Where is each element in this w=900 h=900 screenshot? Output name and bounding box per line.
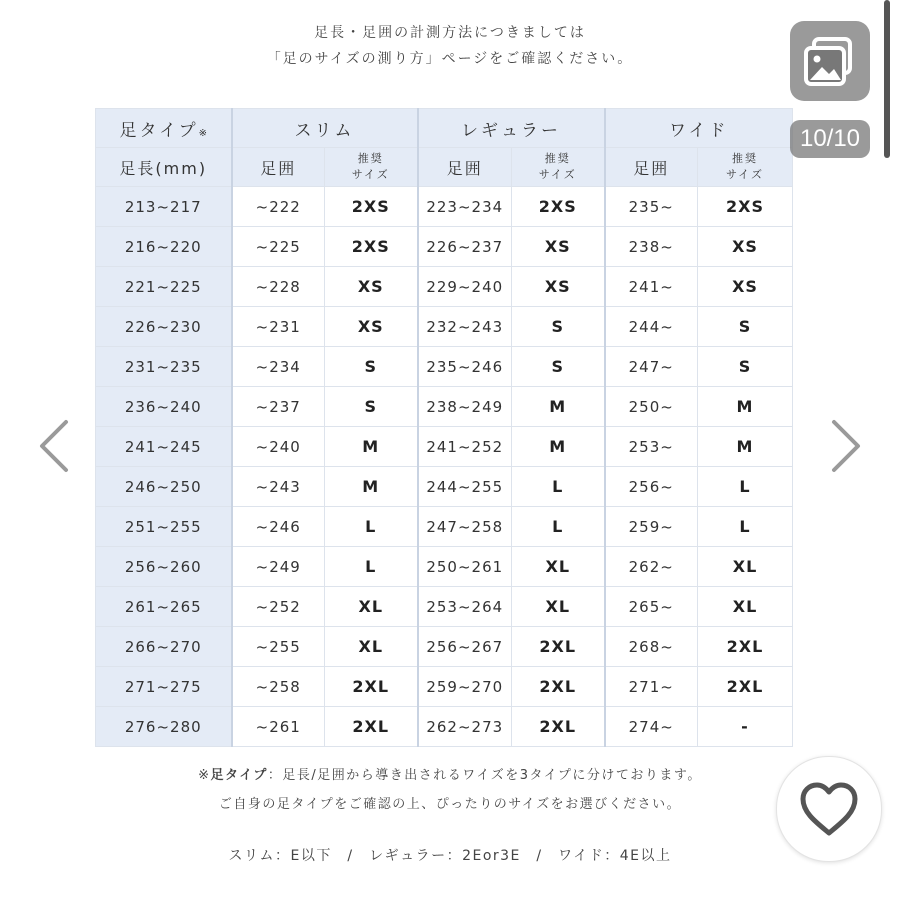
size-wide-cell: 2XS [698, 187, 793, 227]
foot-type-header [96, 109, 232, 148]
girth-wide-cell: 256~ [605, 467, 698, 507]
girth-slim-cell: ~234 [232, 347, 325, 387]
girth-regular-cell: 262~273 [418, 707, 512, 747]
girth-wide-cell: 265~ [605, 587, 698, 627]
table-row [96, 187, 793, 227]
heart-icon [777, 757, 881, 861]
size-slim-cell: 2XS [325, 187, 418, 227]
girth-wide-cell: 253~ [605, 427, 698, 467]
intro-text [0, 20, 900, 72]
size-regular-cell: XS [512, 267, 605, 307]
girth-regular-cell: 256~267 [418, 627, 512, 667]
gallery-badge[interactable] [790, 21, 870, 159]
table-row [96, 387, 793, 427]
girth-slim-cell: ~231 [232, 307, 325, 347]
size-slim-cell: S [325, 387, 418, 427]
rec-size-line1: 推奨 [732, 152, 758, 165]
foot-length-cell: 221~225 [96, 267, 232, 307]
size-wide-cell: XL [698, 547, 793, 587]
size-regular-cell: XL [512, 587, 605, 627]
girth-regular-cell: 229~240 [418, 267, 512, 307]
scrollbar[interactable] [884, 0, 890, 158]
header-row-columns [96, 148, 793, 187]
girth-slim-cell: ~249 [232, 547, 325, 587]
chevron-left-icon [34, 418, 74, 474]
size-slim-cell: XS [325, 267, 418, 307]
size-rows [96, 187, 793, 747]
size-slim-cell: XL [325, 587, 418, 627]
note-foot-type: 足タイプ [210, 768, 268, 783]
foot-length-cell: 261~265 [96, 587, 232, 627]
rec-size-line1: 推奨 [357, 152, 384, 165]
girth-regular-cell: 238~249 [418, 387, 512, 427]
table-row [96, 547, 793, 587]
table-row [96, 627, 793, 667]
width-legend: スリム：E以下 / レギュラー：2Eor3E / ワイド：4E以上 [228, 848, 672, 864]
rec-size-line1: 推奨 [544, 152, 571, 165]
foot-length-cell: 241~245 [96, 427, 232, 467]
foot-length-cell: 266~270 [96, 627, 232, 667]
foot-type-mark: ※ [198, 127, 208, 139]
size-slim-cell: 2XL [325, 667, 418, 707]
size-regular-cell: 2XL [512, 707, 605, 747]
like-button[interactable] [776, 756, 882, 862]
foot-length-cell: 256~260 [96, 547, 232, 587]
girth-wide-cell: 238~ [605, 227, 698, 267]
rec-size-line2: サイズ [351, 168, 390, 181]
size-regular-cell: M [512, 427, 605, 467]
size-regular-cell: S [512, 347, 605, 387]
size-regular-cell: 2XS [512, 187, 605, 227]
girth-regular-cell: 235~246 [418, 347, 512, 387]
size-wide-cell: XS [698, 267, 793, 307]
size-regular-cell: XS [512, 227, 605, 267]
chevron-right-icon [826, 418, 866, 474]
note-line-1-text: ：足長/足囲から導き出されるワイズを3タイプに分けております。 [267, 768, 702, 783]
size-wide-cell: 2XL [698, 667, 793, 707]
foot-length-cell: 236~240 [96, 387, 232, 427]
header-row-types [96, 109, 793, 148]
foot-length-cell: 213~217 [96, 187, 232, 227]
table-row [96, 587, 793, 627]
foot-length-cell: 251~255 [96, 507, 232, 547]
foot-length-cell: 216~220 [96, 227, 232, 267]
girth-header-regular: 足囲 [418, 148, 512, 187]
foot-length-cell: 271~275 [96, 667, 232, 707]
size-wide-cell: XL [698, 587, 793, 627]
size-slim-cell: L [325, 507, 418, 547]
size-wide-cell: XS [698, 227, 793, 267]
table-row [96, 467, 793, 507]
size-wide-cell: L [698, 507, 793, 547]
size-wide-cell: S [698, 347, 793, 387]
table-row [96, 227, 793, 267]
size-slim-cell: S [325, 347, 418, 387]
image-counter: 10/10 [790, 120, 870, 158]
table-row [96, 507, 793, 547]
size-wide-cell: 2XL [698, 627, 793, 667]
foot-length-cell: 226~230 [96, 307, 232, 347]
next-image-button[interactable] [826, 418, 866, 474]
girth-slim-cell: ~255 [232, 627, 325, 667]
table-row [96, 427, 793, 467]
girth-slim-cell: ~252 [232, 587, 325, 627]
size-slim-cell: 2XL [325, 707, 418, 747]
size-regular-cell: 2XL [512, 667, 605, 707]
size-chart-table [95, 108, 793, 747]
size-slim-cell: 2XS [325, 227, 418, 267]
table-row [96, 707, 793, 747]
girth-slim-cell: ~258 [232, 667, 325, 707]
type-header-regular: レギュラー [418, 109, 605, 148]
size-regular-cell: XL [512, 547, 605, 587]
size-slim-cell: M [325, 467, 418, 507]
size-wide-cell: M [698, 387, 793, 427]
size-regular-cell: 2XL [512, 627, 605, 667]
girth-regular-cell: 223~234 [418, 187, 512, 227]
type-header-slim: スリム [232, 109, 418, 148]
size-slim-cell: L [325, 547, 418, 587]
rec-size-line2: サイズ [538, 168, 577, 181]
girth-wide-cell: 235~ [605, 187, 698, 227]
size-slim-cell: XS [325, 307, 418, 347]
girth-regular-cell: 241~252 [418, 427, 512, 467]
image-gallery-icon[interactable] [790, 21, 870, 101]
girth-regular-cell: 232~243 [418, 307, 512, 347]
girth-wide-cell: 244~ [605, 307, 698, 347]
foot-length-cell: 231~235 [96, 347, 232, 387]
girth-wide-cell: 274~ [605, 707, 698, 747]
girth-slim-cell: ~246 [232, 507, 325, 547]
foot-type-label: 足タイプ [119, 120, 199, 141]
girth-wide-cell: 250~ [605, 387, 698, 427]
size-regular-cell: S [512, 307, 605, 347]
intro-line-2: 「足のサイズの測り方」ページをご確認ください。 [266, 51, 634, 67]
girth-wide-cell: 241~ [605, 267, 698, 307]
table-row [96, 667, 793, 707]
girth-slim-cell: ~240 [232, 427, 325, 467]
size-slim-cell: XL [325, 627, 418, 667]
foot-length-cell: 276~280 [96, 707, 232, 747]
girth-wide-cell: 271~ [605, 667, 698, 707]
note-mark: ※ [198, 768, 211, 783]
girth-slim-cell: ~222 [232, 187, 325, 227]
table-row [96, 267, 793, 307]
girth-regular-cell: 247~258 [418, 507, 512, 547]
table-row [96, 347, 793, 387]
rec-size-header-slim [325, 148, 418, 187]
size-regular-cell: M [512, 387, 605, 427]
intro-line-1: 足長・足囲の計測方法につきましては [314, 25, 586, 41]
girth-regular-cell: 250~261 [418, 547, 512, 587]
girth-regular-cell: 259~270 [418, 667, 512, 707]
type-header-wide: ワイド [605, 109, 793, 148]
girth-wide-cell: 259~ [605, 507, 698, 547]
foot-length-cell: 246~250 [96, 467, 232, 507]
size-regular-cell: L [512, 467, 605, 507]
table-row [96, 307, 793, 347]
girth-regular-cell: 226~237 [418, 227, 512, 267]
size-wide-cell: M [698, 427, 793, 467]
rec-size-header-regular [512, 148, 605, 187]
size-wide-cell: S [698, 307, 793, 347]
girth-slim-cell: ~237 [232, 387, 325, 427]
girth-wide-cell: 268~ [605, 627, 698, 667]
girth-slim-cell: ~261 [232, 707, 325, 747]
prev-image-button[interactable] [34, 418, 74, 474]
girth-header-slim: 足囲 [232, 148, 325, 187]
note-line-1 [0, 764, 900, 783]
rec-size-header-wide [698, 148, 793, 187]
girth-slim-cell: ~228 [232, 267, 325, 307]
girth-header-wide: 足囲 [605, 148, 698, 187]
size-wide-cell: L [698, 467, 793, 507]
girth-wide-cell: 262~ [605, 547, 698, 587]
foot-length-header: 足長(mm) [96, 148, 232, 187]
girth-wide-cell: 247~ [605, 347, 698, 387]
note-line-2: ご自身の足タイプをご確認の上、ぴったりのサイズをお選びください。 [218, 797, 682, 812]
size-slim-cell: M [325, 427, 418, 467]
girth-slim-cell: ~225 [232, 227, 325, 267]
size-regular-cell: L [512, 507, 605, 547]
size-wide-cell: - [698, 707, 793, 747]
girth-regular-cell: 244~255 [418, 467, 512, 507]
girth-slim-cell: ~243 [232, 467, 325, 507]
girth-regular-cell: 253~264 [418, 587, 512, 627]
rec-size-line2: サイズ [725, 168, 765, 181]
